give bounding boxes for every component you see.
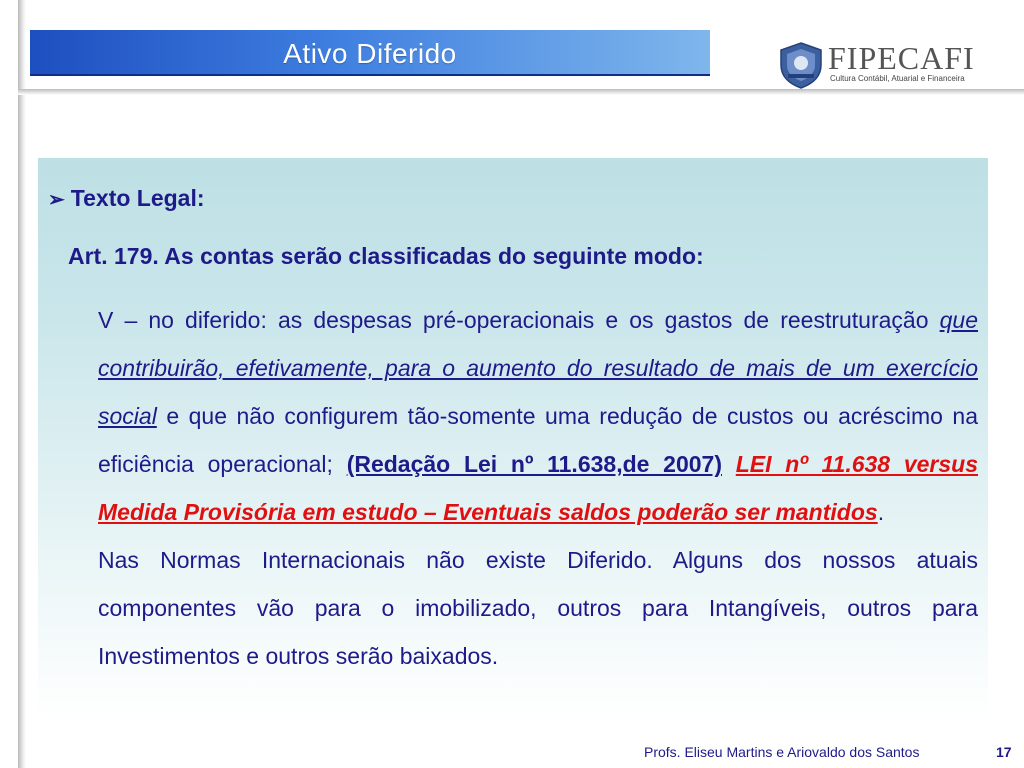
body-text-ifrs: Nas Normas Internacionais não existe Diferido. Alguns dos nossos atuais componentes vão para o imobilizado, outros para Intangíveis, outros para Investimentos e outros serão baixados. bbox=[98, 547, 978, 669]
body-text-start: V – no diferido: as despesas pré-operacionais e os gastos de reestruturação bbox=[98, 307, 940, 333]
body-text-space bbox=[722, 451, 736, 477]
law-reference: (Redação Lei nº 11.638,de 2007) bbox=[346, 451, 722, 477]
fipecafi-logo bbox=[768, 36, 978, 92]
body-text-middle: e que não configurem tão-somente uma redução de custos ou acréscimo na eficiência operacional; bbox=[98, 403, 978, 477]
arrow-bullet-icon: ➢ bbox=[48, 189, 65, 211]
section-heading bbox=[48, 185, 205, 212]
body-text-underlined: que contribuirão, efetivamente, para o aumento do resultado de mais de um exercício social bbox=[98, 307, 978, 429]
left-decorative-rule bbox=[18, 0, 26, 768]
body-paragraph bbox=[98, 296, 978, 680]
page-number: 17 bbox=[996, 744, 1012, 760]
title-bar bbox=[30, 30, 710, 76]
red-note: LEI nº 11.638 versus Medida Provisória em estudo – Eventuais saldos poderão ser mantidos bbox=[98, 451, 979, 525]
shield-icon bbox=[778, 41, 824, 89]
logo-name: FIPECAFI bbox=[828, 40, 975, 76]
logo-subtitle: Cultura Contábil, Atuarial e Financeira bbox=[830, 74, 965, 83]
footer-credit: Profs. Eliseu Martins e Ariovaldo dos Santos bbox=[644, 744, 920, 760]
body-text-end: . bbox=[877, 499, 885, 525]
article-heading: Art. 179. As contas serão classificadas do seguinte modo: bbox=[68, 243, 704, 269]
section-heading-text: Texto Legal: bbox=[70, 185, 205, 211]
slide-title: Ativo Diferido bbox=[283, 38, 457, 69]
